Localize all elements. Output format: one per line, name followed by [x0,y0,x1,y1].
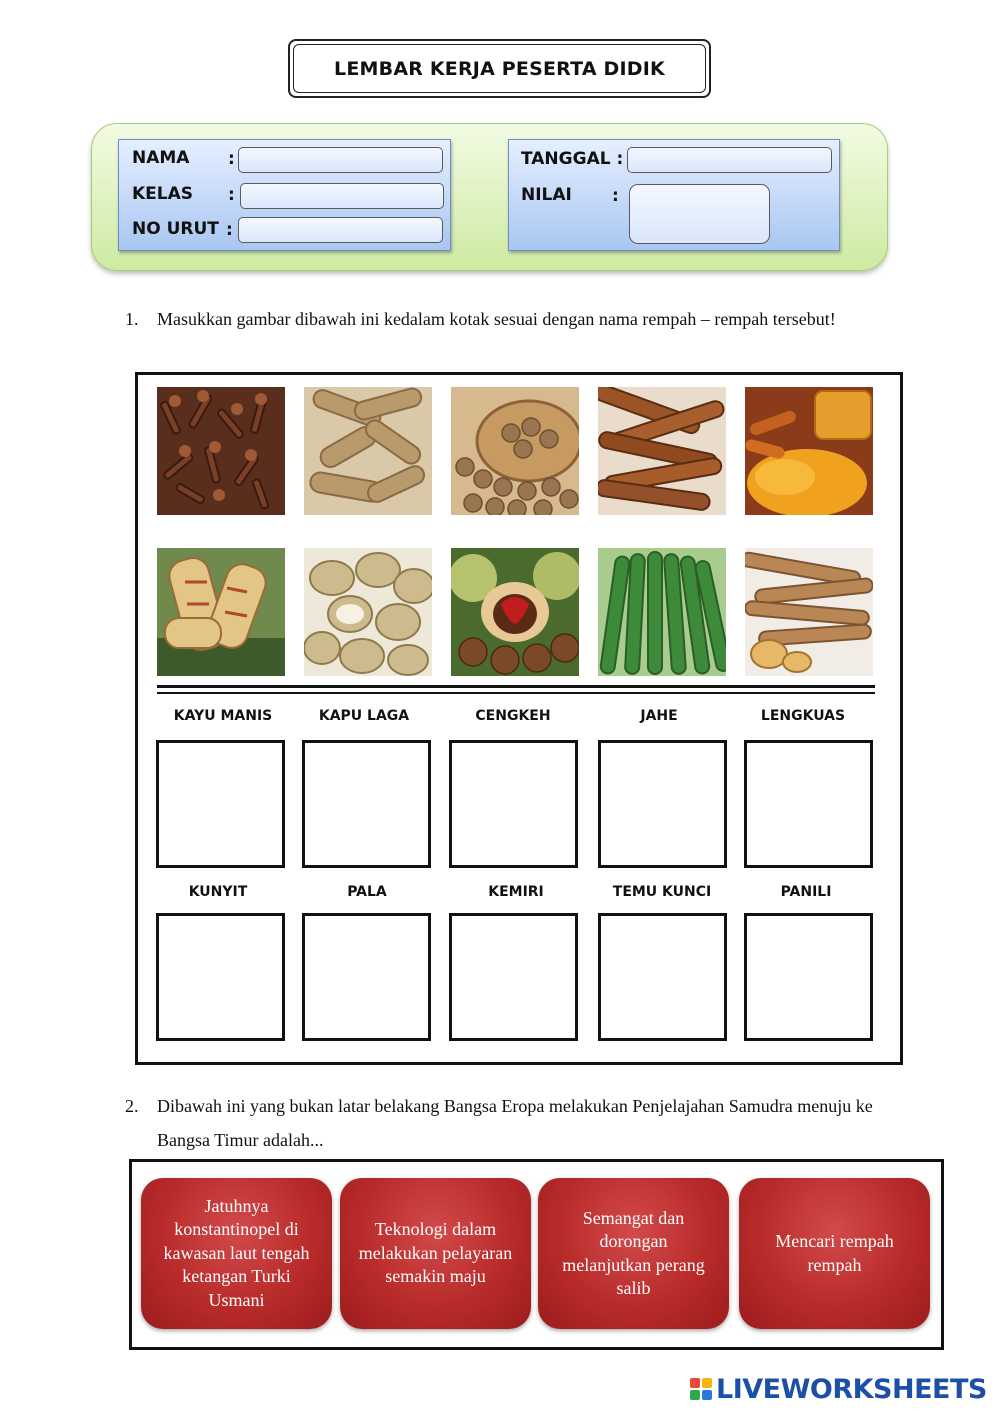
drop-slot-pala[interactable] [302,913,431,1041]
liveworksheets-wordmark: LIVEWORKSHEETS [716,1373,987,1405]
tanggal-label: TANGGAL : [521,149,624,169]
question-2 [125,1089,925,1159]
drop-slot-kapu-laga[interactable] [302,740,431,868]
liveworksheets-logo[interactable] [690,1375,987,1403]
label-kemiri: KEMIRI [488,884,544,900]
label-temu-kunci: TEMU KUNCI [612,884,712,900]
question-1-number: 1. [125,309,139,329]
drop-slot-kemiri[interactable] [449,913,578,1041]
drop-slot-kayu-manis[interactable] [156,740,285,868]
nutmeg-photo[interactable] [451,548,579,676]
worksheet-title: LEMBAR KERJA PESERTA DIDIK [293,44,706,93]
label-jahe: JAHE [640,708,678,724]
nama-field[interactable] [238,147,443,173]
cardamom-photo[interactable] [304,548,432,676]
option-4-button[interactable]: Mencari rempah rempah [739,1178,930,1329]
drop-slot-lengkuas[interactable] [744,740,873,868]
turmeric-root-photo[interactable] [304,387,432,515]
turmeric-powder-photo[interactable] [745,387,873,515]
label-panili: PANILI [780,884,832,900]
clove-photo[interactable] [157,387,285,515]
no-urut-field[interactable] [238,217,443,243]
question-1 [125,302,925,372]
option-1-button[interactable]: Jatuhnya konstantinopel di kawasan laut tengah ketangan Turki Usmani [141,1178,332,1329]
separator-double-line [157,685,875,694]
option-3-button[interactable]: Semangat dan dorongan melanjutkan perang salib [538,1178,729,1329]
question-2-number: 2. [125,1096,139,1116]
kelas-label: KELAS [132,184,194,204]
fingerroot-photo[interactable] [745,548,873,676]
nilai-colon: : [612,186,619,206]
label-cengkeh: CENGKEH [475,708,551,724]
drop-slot-panili[interactable] [744,913,873,1041]
kelas-colon: : [228,185,235,205]
nama-label: NAMA [132,148,190,168]
drop-slot-temu-kunci[interactable] [598,913,727,1041]
nilai-field[interactable] [629,184,770,244]
cinnamon-photo[interactable] [598,387,726,515]
label-kayu-manis: KAYU MANIS [173,708,273,724]
question-1-text: Masukkan gambar dibawah ini kedalam kotak sesuai dengan nama rempah – rempah tersebut! [157,309,836,329]
label-lengkuas: LENGKUAS [760,708,846,724]
candlenut-bowl-photo[interactable] [451,387,579,515]
drop-slot-kunyit[interactable] [156,913,285,1041]
label-kapu-laga: KAPU LAGA [318,708,410,724]
no-urut-colon: : [226,220,233,240]
nilai-label: NILAI [521,185,572,205]
label-kunyit: KUNYIT [188,884,248,900]
label-pala: PALA [347,884,387,900]
vanilla-photo[interactable] [598,548,726,676]
drop-slot-cengkeh[interactable] [449,740,578,868]
worksheet-title-box [288,39,711,98]
option-2-button[interactable]: Teknologi dalam melakukan pelayaran semakin maju [340,1178,531,1329]
drop-slot-jahe[interactable] [598,740,727,868]
no-urut-label: NO URUT [132,219,219,239]
galangal-photo[interactable] [157,548,285,676]
nama-colon: : [228,149,235,169]
question-2-text: Dibawah ini yang bukan latar belakang Bangsa Eropa melakukan Penjelajahan Samudra menuju ke Bangsa Timur adalah... [157,1096,873,1150]
liveworksheets-mark-icon [690,1378,712,1400]
kelas-field[interactable] [240,183,444,209]
tanggal-field[interactable] [627,147,832,173]
